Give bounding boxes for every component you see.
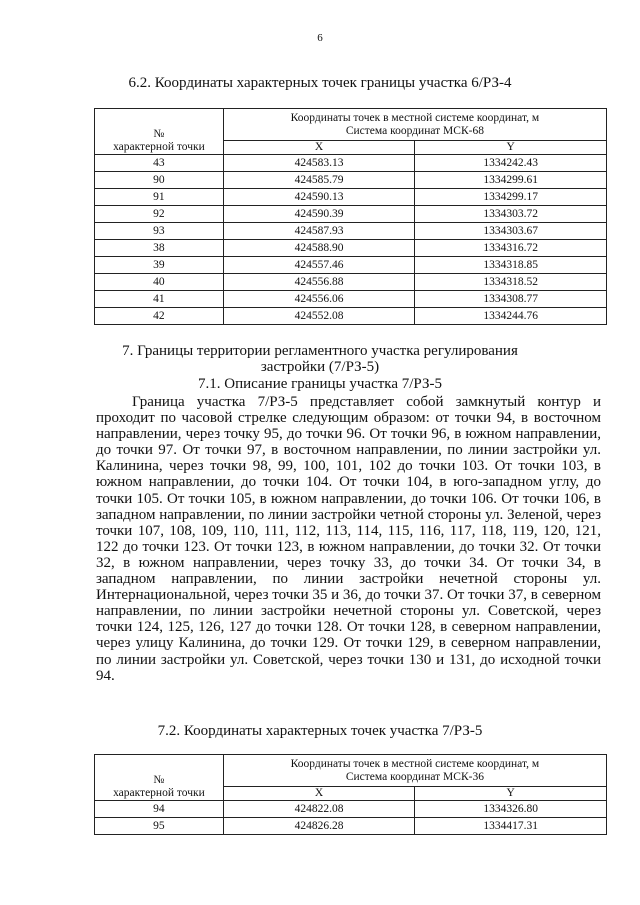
table-row xyxy=(95,257,607,274)
coordinates-table-7-2 xyxy=(94,754,607,835)
x-value: 424552.08 xyxy=(223,308,415,325)
x-column-header: X xyxy=(223,787,415,801)
coord-header-line2: Система координат МСК-68 xyxy=(345,124,484,137)
y-value: 1334303.67 xyxy=(415,223,607,240)
x-column-header: X xyxy=(223,141,415,155)
y-value: 1334244.76 xyxy=(415,308,607,325)
coord-header-line1: Координаты точек в местной системе координат, м xyxy=(290,757,540,770)
table-row xyxy=(95,172,607,189)
coord-header-line2: Система координат МСК-36 xyxy=(345,770,484,783)
coord-header-line1: Координаты точек в местной системе координат, м xyxy=(290,111,540,124)
point-number: 38 xyxy=(95,240,224,257)
coordinates-table-6-2 xyxy=(94,108,607,325)
point-number: 92 xyxy=(95,206,224,223)
y-value: 1334326.80 xyxy=(415,801,607,818)
x-value: 424585.79 xyxy=(223,172,415,189)
section-6-2-title: 6.2. Координаты характерных точек границы участка 6/РЗ-4 xyxy=(128,75,512,91)
table-row xyxy=(95,223,607,240)
point-number: 41 xyxy=(95,291,224,308)
table-row xyxy=(95,206,607,223)
table-row xyxy=(95,274,607,291)
point-number: 95 xyxy=(95,818,224,835)
y-value: 1334417.31 xyxy=(415,818,607,835)
boundary-description: Граница участка 7/РЗ-5 представляет собой замкнутый контур и проходит по часовой стрелке следующим образом: от точки 94, в восточном направлении, через точку 95, до точки 96. От точки 96, в южном направлении, до точки 97. От точки 97, в восточном направлении, по линии застройки ул. Калинина, через точки 98, 99, 100, 101, 102 до точки 103. От точки 103, в южном направлении, до точки 104. От точки 104, в юго-западном углу, до точки 105. От точки 105, в южном направлении, до точки 106. От точки 106, в западном направлении, по линии застройки четной стороны ул. Зеленой, через точки 107, 108, 109, 110, 111, 112, 113, 114, 115, 116, 117, 118, 119, 120, 121, 122 до точки 123. От точки 123, в южном направлении, до точки 32. От точки 32, в южном направлении, через точку 33, до точки 34. От точки 34, в западном направлении, по линии застройки нечетной стороны ул. Интернациональной, через точки 35 и 36, до точки 37. От точки 37, в северном направлении, по линии застройки нечетной стороны ул. Советской, через точки 124, 125, 126, 127 до точки 128. От точки 128, в северном направлении, через улицу Калинина, до точки 129. От точки 129, в северном направлении, по линии застройки ул. Советской, через точки 130 и 131, до исходной точки 94. xyxy=(96,394,601,684)
table-row xyxy=(95,155,607,172)
table-row xyxy=(95,189,607,206)
table-row xyxy=(95,240,607,257)
x-value: 424822.08 xyxy=(223,801,415,818)
x-value: 424587.93 xyxy=(223,223,415,240)
number-column-label: характерной точки xyxy=(113,787,205,799)
x-value: 424590.13 xyxy=(223,189,415,206)
point-number: 40 xyxy=(95,274,224,291)
y-column-header: Y xyxy=(415,787,607,801)
point-number: 93 xyxy=(95,223,224,240)
y-value: 1334299.61 xyxy=(415,172,607,189)
coord-system-header xyxy=(223,109,606,141)
point-number: 91 xyxy=(95,189,224,206)
number-symbol: № xyxy=(153,128,165,140)
section-7-title-line1: 7. Границы территории регламентного участка регулирования xyxy=(122,343,518,359)
x-value: 424556.06 xyxy=(223,291,415,308)
y-column-header: Y xyxy=(415,141,607,155)
x-value: 424590.39 xyxy=(223,206,415,223)
table-row xyxy=(95,308,607,325)
x-value: 424826.28 xyxy=(223,818,415,835)
y-value: 1334299.17 xyxy=(415,189,607,206)
point-number: 42 xyxy=(95,308,224,325)
section-7-1-subtitle: 7.1. Описание границы участка 7/РЗ-5 xyxy=(198,376,442,392)
x-value: 424588.90 xyxy=(223,240,415,257)
x-value: 424583.13 xyxy=(223,155,415,172)
coord-system-header xyxy=(223,755,606,787)
number-column-label: характерной точки xyxy=(113,141,205,153)
y-value: 1334303.72 xyxy=(415,206,607,223)
point-number: 90 xyxy=(95,172,224,189)
number-symbol: № xyxy=(153,774,165,786)
y-value: 1334308.77 xyxy=(415,291,607,308)
y-value: 1334242.43 xyxy=(415,155,607,172)
section-7-2-title: 7.2. Координаты характерных точек участка 7/РЗ-5 xyxy=(157,723,483,739)
table-row xyxy=(95,818,607,835)
table-row xyxy=(95,801,607,818)
y-value: 1334318.52 xyxy=(415,274,607,291)
table-row xyxy=(95,291,607,308)
point-number: 39 xyxy=(95,257,224,274)
page-number: 6 xyxy=(317,32,323,44)
point-number: 43 xyxy=(95,155,224,172)
point-number-header xyxy=(95,109,224,155)
y-value: 1334316.72 xyxy=(415,240,607,257)
y-value: 1334318.85 xyxy=(415,257,607,274)
x-value: 424556.88 xyxy=(223,274,415,291)
section-7-title-line2: застройки (7/РЗ-5) xyxy=(260,359,380,375)
point-number-header xyxy=(95,755,224,801)
x-value: 424557.46 xyxy=(223,257,415,274)
point-number: 94 xyxy=(95,801,224,818)
